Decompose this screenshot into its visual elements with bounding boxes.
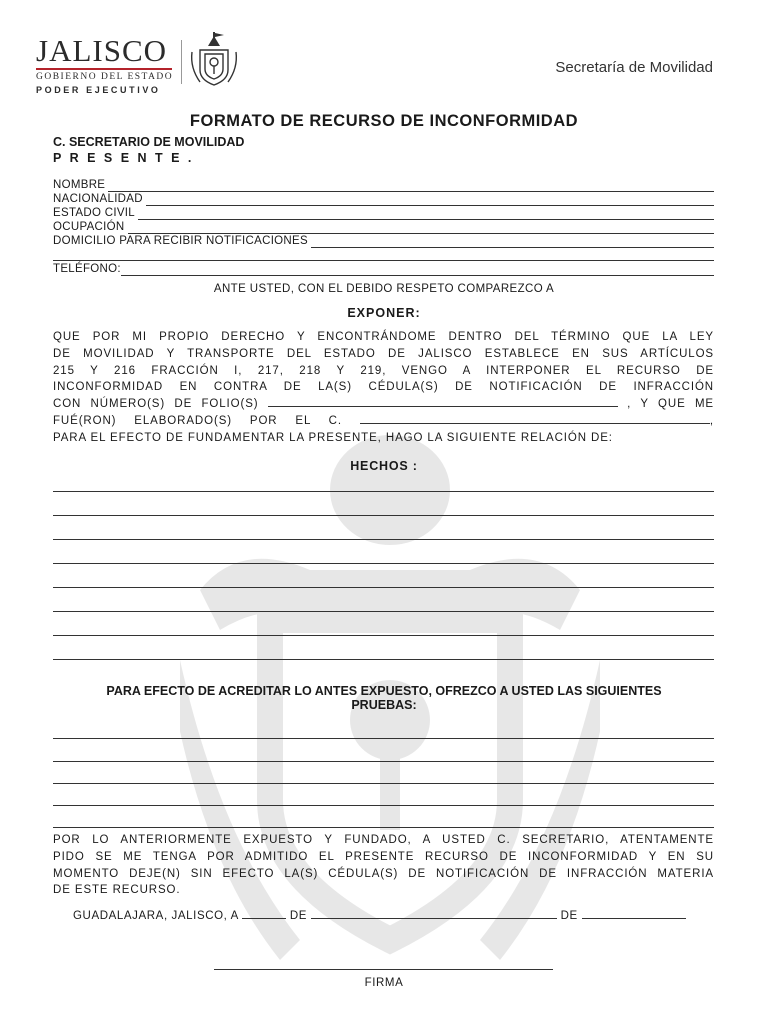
exponer-line-1: QUE POR MI PROPIO DERECHO Y ENCONTRÁNDOME DENTRO DEL TÉRMINO QUE LA LEY bbox=[53, 331, 714, 343]
nacionalidad-field[interactable] bbox=[53, 192, 714, 206]
addressee-line-2: P R E S E N T E . bbox=[53, 151, 194, 165]
date-place: GUADALAJARA, JALISCO, A bbox=[73, 910, 239, 922]
logo-divider bbox=[181, 40, 182, 84]
pruebas-heading-2: PRUEBAS: bbox=[351, 698, 417, 712]
domicilio-field[interactable] bbox=[53, 234, 714, 248]
signature-label: FIRMA bbox=[364, 977, 404, 989]
elaborado-suffix: , bbox=[709, 414, 714, 427]
nombre-field[interactable] bbox=[53, 178, 714, 192]
pruebas-line-4[interactable] bbox=[53, 805, 714, 806]
month-line[interactable] bbox=[311, 908, 557, 919]
exponer-line-4: INCONFORMIDAD EN CONTRA DE LA(S) CÉDULA(S) DE NOTIFICACIÓN DE INFRACCIÓN bbox=[53, 381, 714, 394]
pruebas-line-2[interactable] bbox=[53, 761, 714, 762]
hechos-line-3[interactable] bbox=[53, 539, 714, 540]
pruebas-line-1[interactable] bbox=[53, 738, 714, 739]
jalisco-logo bbox=[36, 33, 174, 95]
addressee-line-1: C. SECRETARIO DE MOVILIDAD bbox=[53, 135, 245, 149]
pruebas-line-3[interactable] bbox=[53, 783, 714, 784]
logo-rule bbox=[36, 68, 172, 70]
hechos-line-5[interactable] bbox=[53, 587, 714, 588]
hechos-line-7[interactable] bbox=[53, 635, 714, 636]
department-name: Secretaría de Movilidad bbox=[555, 59, 713, 76]
logo-subtitle: GOBIERNO DEL ESTADO bbox=[36, 72, 174, 82]
logo-word: JALISCO bbox=[36, 33, 168, 68]
hechos-line-1[interactable] bbox=[53, 491, 714, 492]
exponer-line-5 bbox=[53, 396, 714, 413]
nombre-label: NOMBRE bbox=[53, 179, 106, 191]
telefono-line[interactable] bbox=[121, 264, 714, 276]
year-line[interactable] bbox=[582, 908, 686, 919]
exponer-line-7: PARA EL EFECTO DE FUNDAMENTAR LA PRESENTE, HAGO LA SIGUIENTE RELACIÓN DE: bbox=[53, 431, 613, 444]
hechos-line-6[interactable] bbox=[53, 611, 714, 612]
logo-subtitle-2: PODER EJECUTIVO bbox=[36, 85, 161, 95]
elaborado-line[interactable] bbox=[360, 413, 710, 424]
ante-usted-text: ANTE USTED, CON EL DEBIDO RESPETO COMPAREZCO A bbox=[213, 283, 555, 295]
telefono-label: TELÉFONO: bbox=[53, 263, 121, 275]
date-de-2: DE bbox=[560, 910, 578, 922]
closing-line-2: PIDO SE ME TENGA POR ADMITIDO EL PRESENTE RECURSO DE INCONFORMIDAD Y EN SU bbox=[53, 850, 714, 863]
exponer-line-6 bbox=[53, 413, 714, 430]
hechos-heading: HECHOS : bbox=[350, 459, 418, 473]
domicilio-label: DOMICILIO PARA RECIBIR NOTIFICACIONES bbox=[53, 235, 308, 247]
date-de-1: DE bbox=[289, 910, 308, 922]
closing-paragraph bbox=[53, 832, 714, 899]
nombre-line[interactable] bbox=[108, 180, 714, 192]
folio-line[interactable] bbox=[268, 396, 618, 407]
hechos-line-8[interactable] bbox=[53, 659, 714, 660]
hechos-line-2[interactable] bbox=[53, 515, 714, 516]
nacionalidad-line[interactable] bbox=[146, 194, 714, 206]
exponer-line-2: DE MOVILIDAD Y TRANSPORTE DEL ESTADO DE JALISCO ESTABLECE EN SUS ARTÍCULOS bbox=[53, 347, 714, 360]
folio-suffix: , Y QUE ME bbox=[627, 398, 714, 411]
closing-line-1: POR LO ANTERIORMENTE EXPUESTO Y FUNDADO, A USTED C. SECRETARIO, ATENTAMENTE bbox=[53, 834, 714, 846]
exponer-line-3: 215 Y 216 FRACCIÓN I, 217, 218 Y 219, VENGO A INTERPONER EL RECURSO DE bbox=[53, 364, 714, 377]
elaborado-label: FUÉ(RON) ELABORADO(S) POR EL C. bbox=[53, 414, 342, 427]
domicilio-line[interactable] bbox=[311, 236, 714, 248]
estado-civil-field[interactable] bbox=[53, 206, 714, 220]
domicilio-extra-line[interactable] bbox=[53, 260, 714, 261]
folio-label: CON NÚMERO(S) DE FOLIO(S) bbox=[53, 398, 259, 411]
ocupacion-line[interactable] bbox=[128, 222, 715, 234]
telefono-field[interactable] bbox=[53, 262, 714, 276]
estado-civil-label: ESTADO CIVIL bbox=[53, 207, 135, 219]
estado-civil-line[interactable] bbox=[138, 208, 714, 220]
pruebas-heading-1: PARA EFECTO DE ACREDITAR LO ANTES EXPUESTO, OFREZCO A USTED LAS SIGUIENTES bbox=[106, 684, 662, 698]
day-line[interactable] bbox=[242, 908, 286, 919]
exponer-paragraph bbox=[53, 329, 714, 447]
page-title: FORMATO DE RECURSO DE INCONFORMIDAD bbox=[189, 112, 579, 130]
state-seal-icon bbox=[188, 32, 240, 88]
hechos-line-4[interactable] bbox=[53, 563, 714, 564]
closing-line-4: DE ESTE RECURSO. bbox=[53, 884, 181, 897]
date-row bbox=[73, 908, 686, 922]
nacionalidad-label: NACIONALIDAD bbox=[53, 193, 143, 205]
pruebas-line-5[interactable] bbox=[53, 827, 714, 828]
exponer-heading: EXPONER: bbox=[347, 306, 421, 320]
signature-line[interactable] bbox=[214, 969, 553, 970]
ocupacion-field[interactable] bbox=[53, 220, 714, 234]
ocupacion-label: OCUPACIÓN bbox=[53, 221, 125, 233]
closing-line-3: MOMENTO DEJE(N) SIN EFECTO LA(S) CÉDULA(S) DE NOTIFICACIÓN DE INFRACCIÓN MATERIA bbox=[53, 867, 714, 880]
